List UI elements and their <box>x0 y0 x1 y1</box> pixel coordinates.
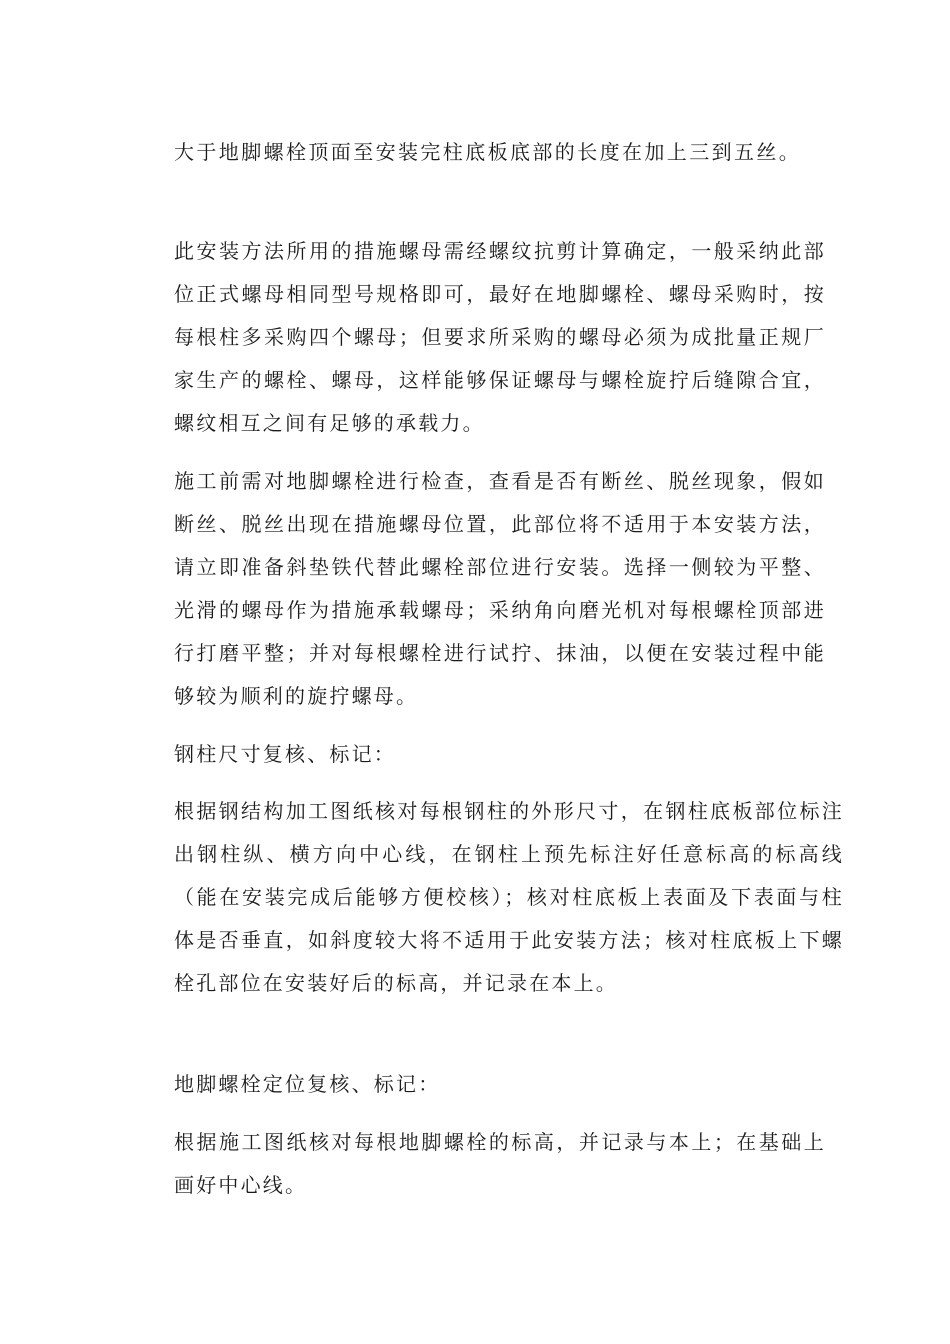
paragraph-steel-column-check: 根据钢结构加工图纸核对每根钢柱的外形尺寸，在钢柱底板部位标注出钢柱纵、横方向中心线，在钢柱上预先标注好任意标高的标高线（能在安装完成后能够方便校核）；核对柱底板上表面及下表面与柱体是否垂直，如斜度较大将不适用于此安装方法；核对柱底板上下螺栓孔部位在安装好后的标高，并记录在本上。 <box>174 799 844 995</box>
paragraph-anchor-bolt-positioning: 根据施工图纸核对每根地脚螺栓的标高，并记录与本上；在基础上画好中心线。 <box>174 1130 826 1197</box>
heading-steel-column-check: 钢柱尺寸复核、标记： <box>174 742 396 766</box>
heading-anchor-bolt-positioning: 地脚螺栓定位复核、标记： <box>174 1072 441 1096</box>
paragraph-pre-construction-check: 施工前需对地脚螺栓进行检查，查看是否有断丝、脱丝现象，假如断丝、脱丝出现在措施螺母位置，此部位将不适用于本安装方法，请立即准备斜垫铁代替此螺栓部位进行安装。选择一侧较为平整、光滑的螺母作为措施承载螺母；采纳角向磨光机对每根螺栓顶部进行打磨平整；并对每根螺栓进行试拧、抹油，以便在安装过程中能够较为顺利的旋拧螺母。 <box>174 469 826 708</box>
paragraph-measure-nut: 此安装方法所用的措施螺母需经螺纹抗剪计算确定，一般采纳此部位正式螺母相同型号规格即可，最好在地脚螺栓、螺母采购时，按每根柱多采购四个螺母；但要求所采购的螺母必须为成批量正规厂家生产的螺栓、螺母，这样能够保证螺母与螺栓旋拧后缝隙合宜，螺纹相互之间有足够的承载力。 <box>174 239 826 435</box>
paragraph-anchor-bolt-length: 大于地脚螺栓顶面至安装完柱底板底部的长度在加上三到五丝。 <box>174 140 802 164</box>
